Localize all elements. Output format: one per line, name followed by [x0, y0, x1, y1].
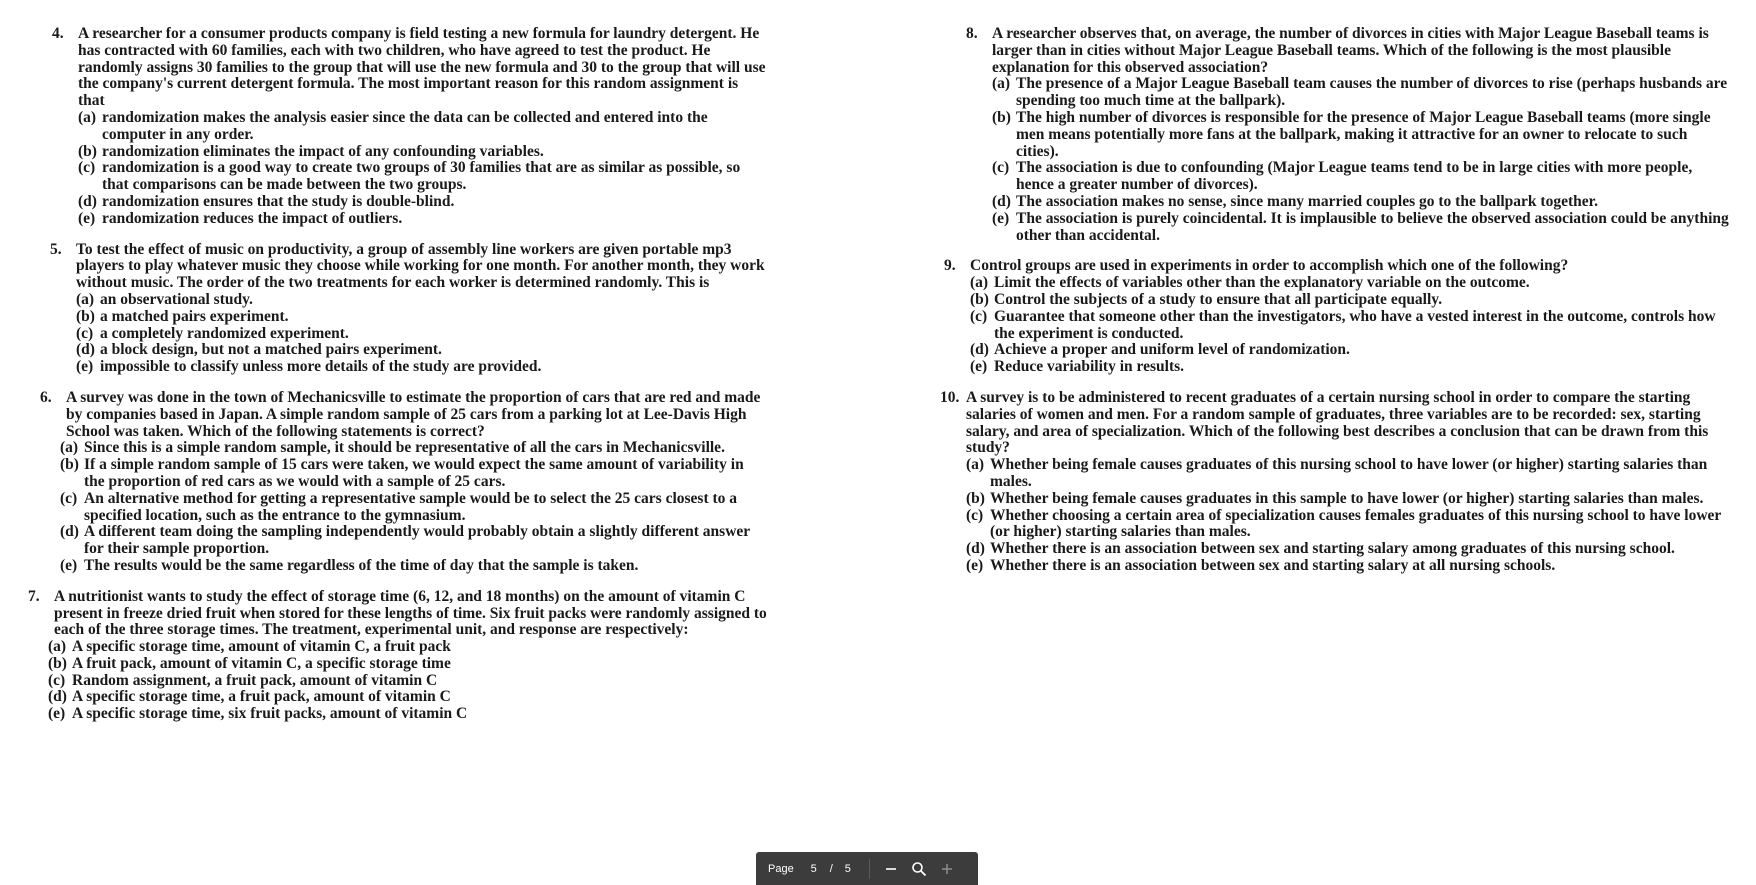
option-text: The association is due to confounding (Major League teams tend to be in large cities with more people, hence a greater number of divorces). — [1016, 159, 1693, 194]
answer-option — [992, 194, 1730, 211]
option-text: A specific storage time, six fruit packs, amount of vitamin C — [72, 705, 468, 723]
option-letter: (c) — [76, 324, 94, 342]
answer-option — [78, 144, 768, 161]
question-stem — [40, 390, 768, 440]
answer-option — [76, 326, 768, 343]
answer-option — [78, 160, 768, 194]
question-6 — [40, 390, 768, 575]
answer-option — [76, 292, 768, 309]
page-label: Page — [768, 862, 794, 875]
option-text: If a simple random sample of 15 cars were taken, we would expect the same amount of variability in the proportion of red cars as we would with a sample of 25 cars. — [84, 456, 744, 490]
option-text: Reduce variability in results. — [994, 358, 1185, 376]
answer-options — [966, 76, 1730, 244]
answer-option — [78, 211, 768, 228]
option-letter: (c) — [60, 489, 78, 507]
option-text: The association makes no sense, since many married couples go to the ballpark together. — [1016, 192, 1598, 210]
option-letter: (a) — [60, 439, 79, 457]
answer-option — [992, 76, 1730, 110]
answer-option — [992, 211, 1730, 245]
option-text: Achieve a proper and uniform level of randomization. — [994, 341, 1350, 359]
option-text: Random assignment, a fruit pack, amount of vitamin C — [72, 671, 438, 689]
option-text: Guarantee that someone other than the investigators, who have a vested interest in the outcome, controls how the experiment is conducted. — [994, 307, 1716, 342]
option-text: A fruit pack, amount of vitamin C, a specific storage time — [72, 654, 451, 672]
option-text: impossible to classify unless more details of the study are provided. — [100, 358, 542, 376]
answer-option — [970, 309, 1730, 343]
answer-option — [60, 491, 768, 525]
option-text: randomization reduces the impact of outliers. — [102, 209, 403, 227]
question-7 — [28, 589, 768, 723]
option-letter: (d) — [76, 341, 95, 359]
option-text: A specific storage time, a fruit pack, amount of vitamin C — [72, 688, 451, 706]
question-8 — [966, 26, 1730, 244]
question-text: Control groups are used in experiments in order to accomplish which one of the following? — [970, 257, 1569, 275]
answer-option — [76, 359, 768, 376]
answer-option — [966, 457, 1730, 491]
right-column — [940, 26, 1730, 575]
question-number: 4. — [52, 25, 64, 42]
answer-option — [992, 110, 1730, 160]
option-text: The association is purely coincidental. It is implausible to believe the observed association could be anything other than accidental. — [1016, 209, 1729, 244]
option-text: Whether being female causes graduates in this sample to have lower (or higher) starting salaries than males. — [990, 489, 1704, 507]
option-text: a completely randomized experiment. — [100, 324, 349, 342]
question-stem — [944, 258, 1730, 275]
option-text: randomization eliminates the impact of any confounding variables. — [102, 142, 544, 160]
option-text: A different team doing the sampling independently would probably obtain a slightly different answer for their sample proportion. — [84, 523, 750, 558]
minus-icon — [884, 862, 898, 876]
option-letter: (e) — [48, 705, 66, 723]
option-letter: (b) — [48, 654, 67, 672]
answer-option — [60, 440, 768, 457]
magnifier-icon — [911, 861, 927, 877]
option-letter: (e) — [966, 556, 984, 574]
option-letter: (a) — [970, 274, 989, 292]
answer-option — [966, 491, 1730, 508]
question-number: 7. — [28, 587, 40, 605]
option-letter: (c) — [78, 159, 96, 177]
answer-option — [60, 558, 768, 575]
zoom-button[interactable] — [908, 858, 930, 880]
answer-option — [48, 639, 768, 656]
option-text: Whether choosing a certain area of specialization causes females graduates of this nursing school to have lower (or higher) starting salaries than males. — [990, 506, 1722, 541]
question-text: A nutritionist wants to study the effect of storage time (6, 12, and 18 months) on the amount of vitamin C present in freeze dried fruit when stored for these lengths of time. Six fruit packs were randomly assigned to each of the three storage times. The treatment, experimental unit, and response are respectively: — [54, 587, 767, 639]
answer-option — [76, 309, 768, 326]
option-letter: (e) — [76, 358, 94, 376]
question-stem — [50, 242, 768, 292]
question-text: A researcher for a consumer products company is field testing a new formula for laundry detergent. He has contracted with 60 families, each with two children, who have agreed to test the product. He randomly assigns 30 families to the group that will use the new formula and 30 to the group that will use the company's current detergent formula. The most important reason for this random assignment is that — [78, 25, 766, 110]
option-text: Control the subjects of a study to ensure that all participate equally. — [994, 290, 1443, 308]
option-text: a matched pairs experiment. — [100, 307, 289, 325]
answer-options — [50, 292, 768, 376]
option-text: Whether there is an association between sex and starting salary among graduates of this nursing school. — [990, 540, 1675, 558]
answer-option — [78, 110, 768, 144]
question-9 — [944, 258, 1730, 376]
option-letter: (d) — [78, 192, 97, 210]
option-letter: (d) — [60, 523, 79, 541]
option-letter: (e) — [78, 209, 96, 227]
option-letter: (b) — [78, 142, 97, 160]
option-letter: (b) — [966, 489, 985, 507]
answer-option — [78, 194, 768, 211]
question-number: 8. — [966, 25, 978, 42]
pdf-viewer-toolbar — [756, 852, 978, 885]
question-5 — [50, 242, 768, 376]
question-number: 9. — [944, 257, 956, 275]
answer-option — [970, 359, 1730, 376]
option-letter: (b) — [970, 290, 989, 308]
option-text: Whether being female causes graduates of this nursing school to have lower (or higher) starting salaries than males. — [990, 456, 1708, 490]
option-text: randomization makes the analysis easier since the data can be collected and entered into the computer in any order. — [102, 108, 708, 143]
answer-option — [966, 558, 1730, 575]
option-letter: (c) — [48, 671, 66, 689]
option-text: The presence of a Major League Baseball team causes the number of divorces to rise (perhaps husbands are spending too much time at the ballpark). — [1016, 75, 1728, 110]
zoom-in-button[interactable] — [936, 858, 958, 880]
option-letter: (b) — [60, 456, 79, 474]
answer-option — [48, 673, 768, 690]
option-text: randomization is a good way to create two groups of 30 families that are as similar as possible, so that comparisons can be made between the two groups. — [102, 159, 741, 194]
option-letter: (e) — [992, 209, 1010, 227]
toolbar-divider — [869, 859, 870, 879]
answer-option — [48, 689, 768, 706]
question-4 — [52, 26, 768, 228]
answer-option — [60, 457, 768, 491]
option-letter: (c) — [992, 159, 1010, 177]
option-text: The results would be the same regardless of the time of day that the sample is taken. — [84, 556, 639, 574]
option-letter: (a) — [48, 638, 67, 656]
answer-options — [52, 110, 768, 228]
option-text: The high number of divorces is responsible for the presence of Major League Baseball teams (more single men means potentially more fans at the ballpark, making it attractive for an owner to relocate to such cities). — [1016, 108, 1711, 160]
option-letter: (d) — [970, 341, 989, 359]
option-text: Whether there is an association between sex and starting salary at all nursing schools. — [990, 556, 1556, 574]
zoom-out-button[interactable] — [880, 858, 902, 880]
answer-option — [970, 342, 1730, 359]
question-text: A researcher observes that, on average, the number of divorces in cities with Major League Baseball teams is larger than in cities without Major League Baseball teams. Which of the following is the most plausible explanation for this observed association? — [992, 25, 1709, 76]
option-text: an observational study. — [100, 290, 253, 308]
question-number: 10. — [940, 388, 960, 406]
question-stem — [966, 26, 1730, 76]
answer-option — [966, 541, 1730, 558]
option-text: A specific storage time, amount of vitamin C, a fruit pack — [72, 638, 451, 656]
option-letter: (b) — [992, 108, 1011, 126]
answer-option — [992, 160, 1730, 194]
question-stem — [940, 390, 1730, 457]
left-column — [28, 26, 768, 723]
option-text: Since this is a simple random sample, it should be representative of all the cars in Mechanicsville. — [84, 439, 725, 457]
answer-options — [40, 440, 768, 574]
question-number: 6. — [40, 388, 52, 406]
page-separator: / — [829, 862, 833, 875]
total-pages: 5 — [844, 862, 851, 875]
answer-option — [48, 706, 768, 723]
option-text: An alternative method for getting a representative sample would be to select the 25 cars closest to a specified location, such as the entrance to the gymnasium. — [84, 489, 738, 524]
option-letter: (d) — [48, 688, 67, 706]
question-10 — [940, 390, 1730, 575]
question-text: A survey is to be administered to recent graduates of a certain nursing school in order to compare the starting salaries of women and men. For a random sample of graduates, three variables are to be recorded: sex, starting salary, and area of specialization. Which of the following best describes a conclusion that can be drawn from this study? — [966, 388, 1709, 457]
answer-options — [940, 457, 1730, 575]
question-text: A survey was done in the town of Mechanicsville to estimate the proportion of cars that are red and made by companies based in Japan. A simple random sample of 25 cars from a parking lot at Lee-Davis High School was taken. Which of the following statements is correct? — [66, 388, 761, 440]
current-page-number[interactable]: 5 — [810, 862, 817, 875]
question-number: 5. — [50, 240, 62, 258]
answer-options — [944, 275, 1730, 376]
answer-option — [60, 524, 768, 558]
answer-options — [28, 639, 768, 723]
option-letter: (e) — [970, 358, 988, 376]
option-letter: (e) — [60, 556, 78, 574]
answer-option — [48, 656, 768, 673]
answer-option — [970, 275, 1730, 292]
option-text: Limit the effects of variables other than the explanatory variable on the outcome. — [994, 274, 1530, 292]
option-letter: (a) — [78, 108, 97, 126]
option-text: randomization ensures that the study is double-blind. — [102, 192, 455, 210]
option-letter: (c) — [970, 307, 988, 325]
answer-option — [76, 342, 768, 359]
option-letter: (c) — [966, 506, 984, 524]
answer-option — [966, 508, 1730, 542]
option-letter: (d) — [966, 540, 985, 558]
option-letter: (a) — [966, 456, 985, 474]
plus-icon — [940, 862, 954, 876]
option-letter: (a) — [76, 290, 95, 308]
option-letter: (a) — [992, 75, 1011, 93]
option-text: a block design, but not a matched pairs experiment. — [100, 341, 442, 359]
answer-option — [970, 292, 1730, 309]
option-letter: (d) — [992, 192, 1011, 210]
option-letter: (b) — [76, 307, 95, 325]
question-stem — [52, 26, 768, 110]
question-text: To test the effect of music on productivity, a group of assembly line workers are given portable mp3 players to play whatever music they choose while working for one month. For another month, they work without music. The order of the two treatments for each worker is determined randomly. This is — [76, 240, 765, 292]
question-stem — [28, 589, 768, 639]
